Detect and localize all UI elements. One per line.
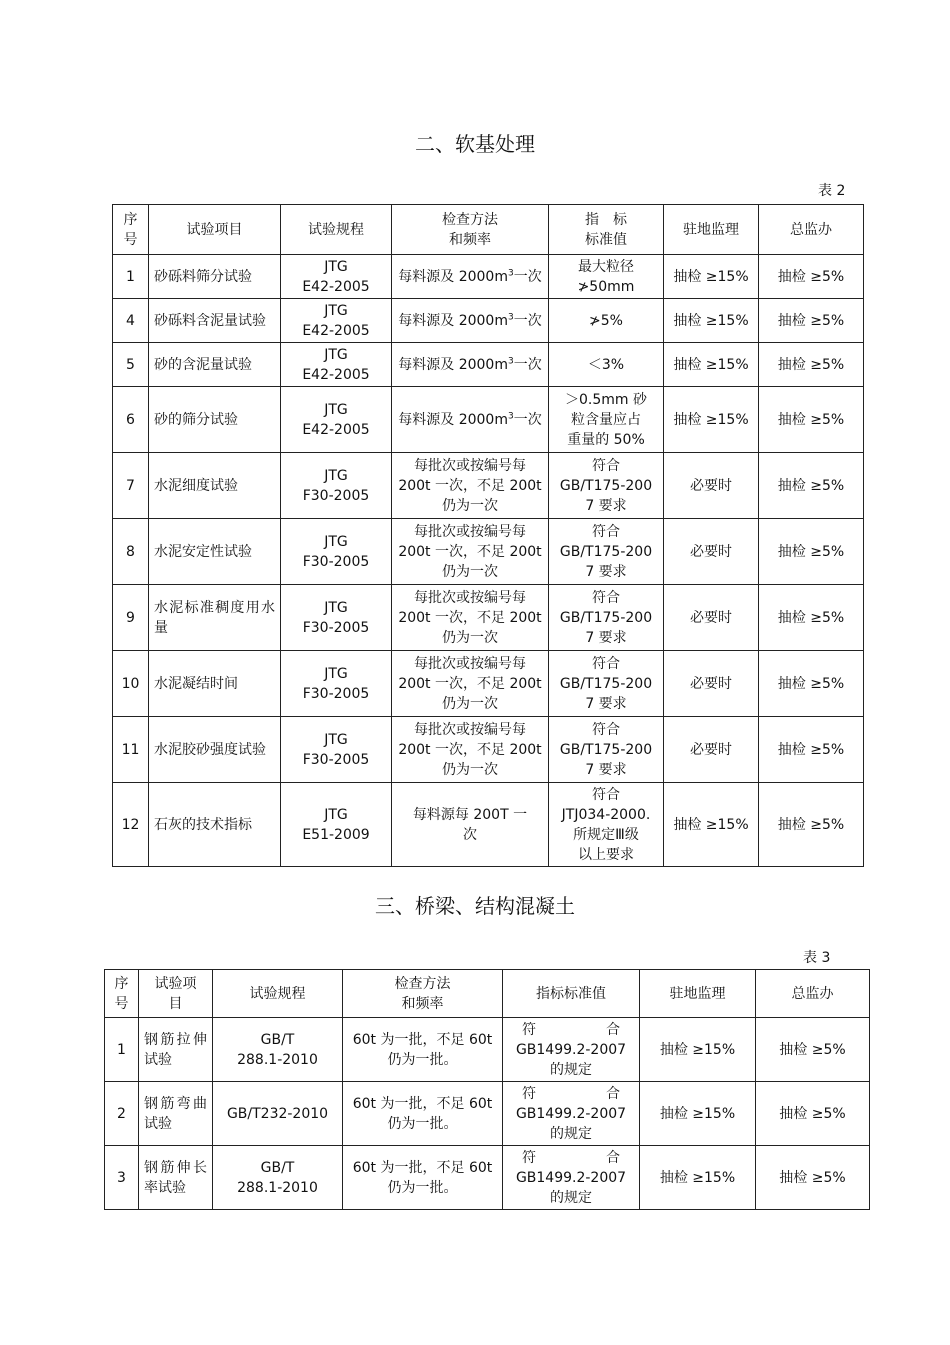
- table-row: [113, 255, 864, 299]
- table-row: [113, 519, 864, 585]
- header-no: [105, 970, 139, 1018]
- row-standard: [549, 453, 664, 519]
- row-standard: [549, 255, 664, 299]
- row-no: 6: [113, 387, 149, 453]
- header-item: [139, 970, 213, 1018]
- row-chief: 抽检 ≥5%: [759, 783, 864, 867]
- row-method-line: 仍为一批。: [387, 1051, 458, 1068]
- row-spec: [281, 453, 392, 519]
- row-standard-line: ＜3%: [587, 356, 625, 373]
- table-row: [105, 1146, 870, 1210]
- header-row: [105, 970, 870, 1018]
- table-row: [113, 585, 864, 651]
- header-spec: 试验规程: [281, 205, 392, 255]
- row-chief: 抽检 ≥5%: [759, 717, 864, 783]
- row-method-line: 每批次或按编号每: [414, 655, 526, 672]
- row-spec-line: GB/T: [260, 1031, 295, 1048]
- row-item: 水泥细度试验: [149, 453, 281, 519]
- row-method: [392, 717, 549, 783]
- row-no: 2: [105, 1082, 139, 1146]
- method-sup: 3: [507, 267, 514, 278]
- row-no: 11: [113, 717, 149, 783]
- row-spec: [281, 651, 392, 717]
- row-method-line: 200t 一次，不足 200t: [398, 477, 542, 494]
- row-method: [392, 651, 549, 717]
- row-spec: [281, 585, 392, 651]
- row-standard-line: 符 合: [522, 1149, 620, 1166]
- table-row: [113, 343, 864, 387]
- row-spec-line: JTG: [324, 533, 348, 550]
- row-spec-line: JTG: [324, 401, 348, 418]
- row-method: [392, 783, 549, 867]
- row-standard: [549, 343, 664, 387]
- method-text-end: 一次: [513, 312, 542, 329]
- row-method-line: 仍为一次: [442, 629, 498, 646]
- row-method: [343, 1018, 503, 1082]
- row-standard: [503, 1018, 640, 1082]
- method-sup: 3: [507, 410, 514, 421]
- row-item: 水泥安定性试验: [149, 519, 281, 585]
- row-no: 1: [113, 255, 149, 299]
- table-row: [113, 299, 864, 343]
- header-method: [343, 970, 503, 1018]
- row-method-line: 仍为一批。: [387, 1115, 458, 1132]
- header-item: 试验项目: [149, 205, 281, 255]
- row-method: [392, 299, 549, 343]
- row-spec-line: JTG: [324, 302, 348, 319]
- row-method-line: 仍为一批。: [387, 1179, 458, 1196]
- row-spec: [281, 343, 392, 387]
- row-method-line: 每批次或按编号每: [414, 457, 526, 474]
- row-standard: [549, 585, 664, 651]
- header-no-line: 号: [123, 231, 138, 248]
- row-standard-line: 符合: [592, 523, 620, 540]
- row-method-line: 每料源每 200T 一: [412, 806, 528, 823]
- header-method: [392, 205, 549, 255]
- row-spec-line: GB/T: [260, 1159, 295, 1176]
- method-text: 每料源及 2000m: [398, 268, 508, 285]
- row-standard-line: 最大粒径: [578, 258, 634, 275]
- header-method-line: 检查方法: [394, 975, 451, 992]
- header-chief: 总监办: [756, 970, 870, 1018]
- row-standard-line: GB/T175-200: [559, 741, 653, 758]
- row-spec-line: JTG: [324, 731, 348, 748]
- row-method: [392, 255, 549, 299]
- row-method-line: 60t 为一批，不足 60t: [352, 1159, 493, 1176]
- header-method-line: 和频率: [449, 231, 491, 248]
- row-method-line: 次: [463, 826, 477, 843]
- section-2-title: 二、软基处理: [415, 132, 535, 156]
- row-method-line: 仍为一次: [442, 695, 498, 712]
- header-resident: 驻地监理: [640, 970, 756, 1018]
- method-text-end: 一次: [513, 356, 542, 373]
- row-no: 1: [105, 1018, 139, 1082]
- row-chief: 抽检 ≥5%: [756, 1146, 870, 1210]
- row-spec: [213, 1146, 343, 1210]
- row-standard: [549, 387, 664, 453]
- table-row: [105, 1082, 870, 1146]
- row-standard-line: 的规定: [550, 1061, 592, 1078]
- row-standard-line: 符合: [592, 589, 620, 606]
- header-no: [113, 205, 149, 255]
- row-spec: [281, 519, 392, 585]
- row-standard-line: GB/T175-200: [559, 477, 653, 494]
- row-standard-line: ≯50mm: [577, 278, 635, 295]
- row-method-line: 60t 为一批，不足 60t: [352, 1031, 493, 1048]
- row-standard: [503, 1082, 640, 1146]
- row-no: 8: [113, 519, 149, 585]
- row-standard-line: 以上要求: [578, 846, 634, 863]
- row-spec-line: E42-2005: [302, 366, 370, 383]
- row-method-line: 仍为一次: [442, 497, 498, 514]
- row-item: 水泥标准稠度用水量: [149, 585, 281, 651]
- row-resident: 抽检 ≥15%: [640, 1146, 756, 1210]
- method-sup: 3: [507, 355, 514, 366]
- row-standard-line: 7 要求: [585, 695, 627, 712]
- row-chief: 抽检 ≥5%: [759, 651, 864, 717]
- row-standard-line: 符合: [592, 655, 620, 672]
- row-spec-line: JTG: [324, 467, 348, 484]
- row-resident: 抽检 ≥15%: [664, 255, 759, 299]
- row-item: 砂砾料含泥量试验: [149, 299, 281, 343]
- row-standard-line: 符 合: [522, 1021, 620, 1038]
- row-standard: [549, 519, 664, 585]
- row-no: 12: [113, 783, 149, 867]
- row-method-line: 仍为一次: [442, 563, 498, 580]
- row-spec-line: GB/T232-2010: [226, 1105, 329, 1122]
- row-spec: [213, 1018, 343, 1082]
- row-no: 9: [113, 585, 149, 651]
- row-standard-line: 符 合: [522, 1085, 620, 1102]
- method-text: 每料源及 2000m: [398, 356, 508, 373]
- row-method-line: 每批次或按编号每: [414, 523, 526, 540]
- row-standard-line: GB/T175-200: [559, 543, 653, 560]
- header-item-line: 目: [168, 995, 183, 1012]
- header-spec: 试验规程: [213, 970, 343, 1018]
- table-row: [113, 651, 864, 717]
- row-standard: [549, 783, 664, 867]
- row-standard: [549, 299, 664, 343]
- row-method: [392, 343, 549, 387]
- row-standard: [549, 651, 664, 717]
- row-standard-line: 符合: [592, 721, 620, 738]
- row-no: 4: [113, 299, 149, 343]
- row-resident: 抽检 ≥15%: [664, 299, 759, 343]
- row-method-line: 200t 一次，不足 200t: [398, 675, 542, 692]
- header-row: [113, 205, 864, 255]
- row-chief: 抽检 ≥5%: [756, 1018, 870, 1082]
- row-chief: 抽检 ≥5%: [759, 387, 864, 453]
- row-method: [392, 387, 549, 453]
- row-standard-line: 7 要求: [585, 761, 627, 778]
- header-method-line: 和频率: [401, 995, 444, 1012]
- table-2-label: 表 2: [818, 183, 846, 199]
- row-no: 7: [113, 453, 149, 519]
- row-standard-line: 的规定: [550, 1125, 592, 1142]
- row-spec-line: F30-2005: [302, 751, 370, 768]
- row-spec-line: E42-2005: [302, 322, 370, 339]
- method-sup: 3: [507, 311, 514, 322]
- row-standard-line: GB1499.2-2007: [515, 1041, 627, 1058]
- row-standard-line: GB/T175-200: [559, 609, 653, 626]
- row-chief: 抽检 ≥5%: [759, 453, 864, 519]
- row-standard-line: GB/T175-200: [559, 675, 653, 692]
- row-resident: 抽检 ≥15%: [664, 387, 759, 453]
- method-text: 每料源及 2000m: [398, 411, 508, 428]
- row-spec-line: E42-2005: [302, 421, 370, 438]
- row-method: [343, 1146, 503, 1210]
- row-item: 石灰的技术指标: [149, 783, 281, 867]
- row-chief: 抽检 ≥5%: [756, 1082, 870, 1146]
- row-method-line: 每批次或按编号每: [414, 721, 526, 738]
- header-item-line: 试验项: [154, 975, 197, 992]
- row-spec-line: F30-2005: [302, 487, 370, 504]
- row-item: 水泥胶砂强度试验: [149, 717, 281, 783]
- row-standard-line: 7 要求: [585, 629, 627, 646]
- row-standard-line: GB1499.2-2007: [515, 1169, 627, 1186]
- row-resident: 抽检 ≥15%: [640, 1082, 756, 1146]
- row-standard-line: GB1499.2-2007: [515, 1105, 627, 1122]
- row-method: [392, 585, 549, 651]
- row-resident: 抽检 ≥15%: [664, 343, 759, 387]
- table-row: [105, 1018, 870, 1082]
- header-standard-line: 指 标: [585, 211, 627, 228]
- row-spec-line: JTG: [324, 599, 348, 616]
- table-row: [113, 453, 864, 519]
- row-spec-line: F30-2005: [302, 619, 370, 636]
- section-3-title: 三、桥梁、结构混凝土: [375, 894, 575, 918]
- row-method-line: 200t 一次，不足 200t: [398, 609, 542, 626]
- row-spec: [281, 717, 392, 783]
- row-resident: 必要时: [664, 453, 759, 519]
- row-resident: 必要时: [664, 519, 759, 585]
- table-2: [112, 204, 864, 867]
- row-standard-line: ≯5%: [589, 312, 623, 329]
- header-standard: [549, 205, 664, 255]
- row-resident: 必要时: [664, 585, 759, 651]
- row-standard: [549, 717, 664, 783]
- row-spec: [213, 1082, 343, 1146]
- row-resident: 抽检 ≥15%: [664, 783, 759, 867]
- row-method: [343, 1082, 503, 1146]
- row-method-line: 200t 一次，不足 200t: [398, 741, 542, 758]
- row-spec-line: F30-2005: [302, 553, 370, 570]
- row-resident: 抽检 ≥15%: [640, 1018, 756, 1082]
- row-chief: 抽检 ≥5%: [759, 299, 864, 343]
- row-no: 3: [105, 1146, 139, 1210]
- row-item: 钢筋伸长率试验: [139, 1146, 213, 1210]
- header-resident: 驻地监理: [664, 205, 759, 255]
- row-spec-line: 288.1-2010: [237, 1051, 318, 1068]
- row-standard-line: 重量的 50%: [567, 431, 645, 448]
- row-method: [392, 453, 549, 519]
- row-spec: [281, 387, 392, 453]
- table-3: [104, 969, 870, 1210]
- row-no: 5: [113, 343, 149, 387]
- row-resident: 必要时: [664, 717, 759, 783]
- method-text: 每料源及 2000m: [398, 312, 508, 329]
- row-spec: [281, 783, 392, 867]
- row-standard-line: 7 要求: [585, 563, 627, 580]
- row-item: 钢筋拉伸试验: [139, 1018, 213, 1082]
- row-standard-line: 所规定Ⅲ级: [573, 826, 639, 843]
- row-spec-line: JTG: [324, 346, 348, 363]
- row-spec: [281, 299, 392, 343]
- row-chief: 抽检 ≥5%: [759, 585, 864, 651]
- row-item: 钢筋弯曲试验: [139, 1082, 213, 1146]
- row-standard-line: 的规定: [550, 1189, 592, 1206]
- row-spec-line: F30-2005: [302, 685, 370, 702]
- header-standard: 指标标准值: [503, 970, 640, 1018]
- row-spec-line: JTG: [324, 258, 348, 275]
- row-item: 水泥凝结时间: [149, 651, 281, 717]
- row-spec-line: JTG: [324, 806, 348, 823]
- row-spec-line: E51-2009: [302, 826, 370, 843]
- method-text-end: 一次: [513, 411, 542, 428]
- table-row: [113, 387, 864, 453]
- row-item: 砂砾料筛分试验: [149, 255, 281, 299]
- row-chief: 抽检 ≥5%: [759, 255, 864, 299]
- row-standard-line: ＞0.5mm 砂: [565, 391, 647, 408]
- row-chief: 抽检 ≥5%: [759, 343, 864, 387]
- row-method: [392, 519, 549, 585]
- header-no-line: 号: [114, 995, 129, 1012]
- row-standard-line: 符合: [592, 457, 620, 474]
- row-method-line: 60t 为一批，不足 60t: [352, 1095, 493, 1112]
- header-standard-line: 标准值: [585, 231, 627, 248]
- row-standard: [503, 1146, 640, 1210]
- header-method-line: 检查方法: [442, 211, 498, 228]
- row-spec-line: JTG: [324, 665, 348, 682]
- row-standard-line: JTJ034-2000.: [561, 806, 651, 823]
- row-no: 10: [113, 651, 149, 717]
- row-chief: 抽检 ≥5%: [759, 519, 864, 585]
- header-no-line: 序: [123, 211, 138, 228]
- row-standard-line: 7 要求: [585, 497, 627, 514]
- row-standard-line: 粒含量应占: [571, 411, 641, 428]
- table-row: [113, 717, 864, 783]
- row-method-line: 每批次或按编号每: [414, 589, 526, 606]
- row-standard-line: 符合: [592, 786, 620, 803]
- row-spec-line: 288.1-2010: [237, 1179, 318, 1196]
- row-method-line: 仍为一次: [442, 761, 498, 778]
- row-method-line: 200t 一次，不足 200t: [398, 543, 542, 560]
- header-no-line: 序: [114, 975, 129, 992]
- method-text-end: 一次: [513, 268, 542, 285]
- table-row: [113, 783, 864, 867]
- row-spec-line: E42-2005: [302, 278, 370, 295]
- row-item: 砂的含泥量试验: [149, 343, 281, 387]
- row-item: 砂的筛分试验: [149, 387, 281, 453]
- table-3-label: 表 3: [803, 950, 831, 966]
- header-chief: 总监办: [759, 205, 864, 255]
- row-spec: [281, 255, 392, 299]
- row-resident: 必要时: [664, 651, 759, 717]
